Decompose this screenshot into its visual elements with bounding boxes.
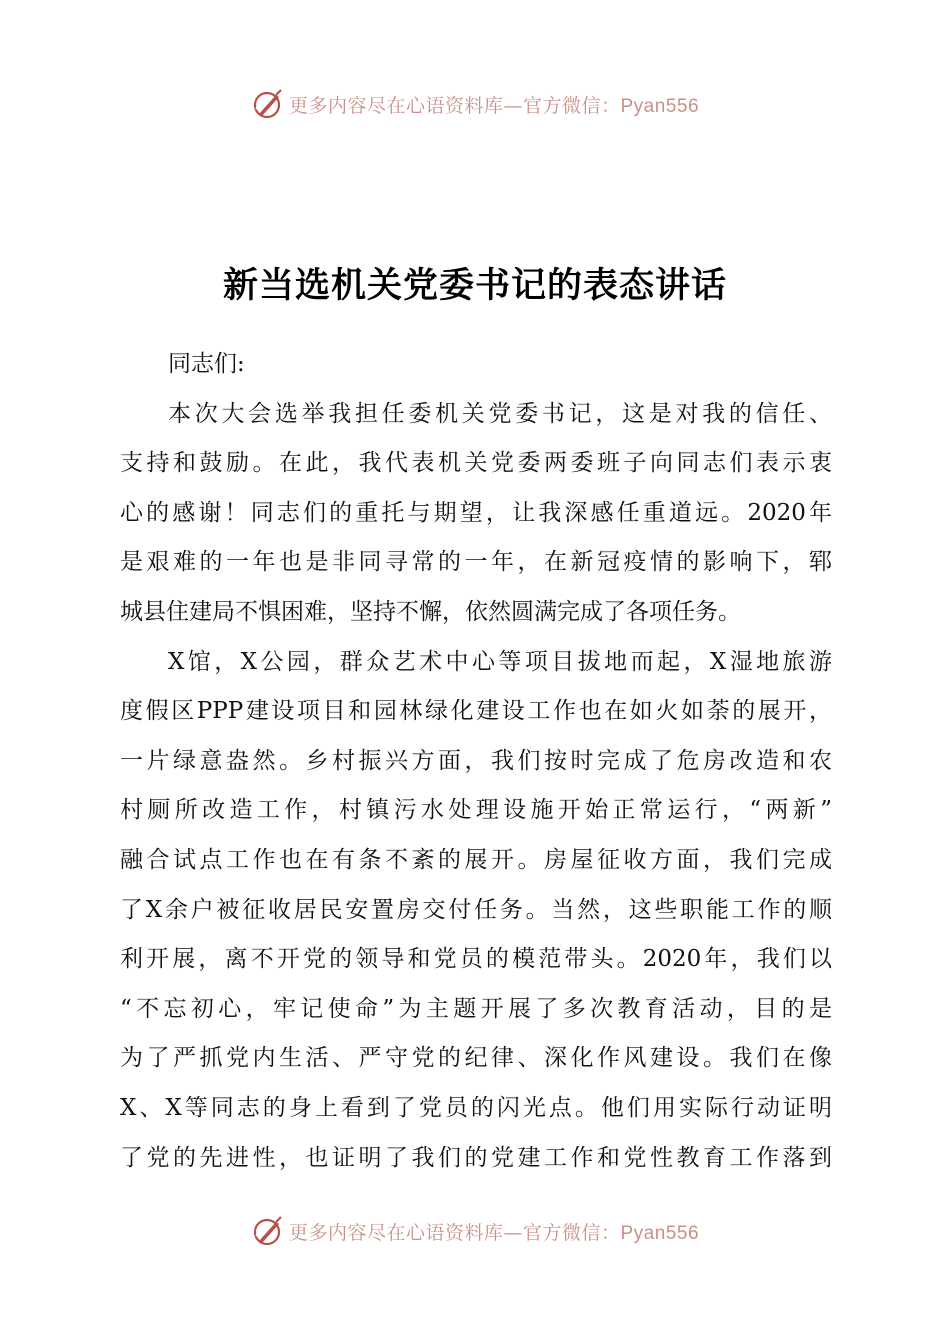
document-body (120, 340, 832, 1183)
watermark-text: 更多内容尽在心语资料库—官方微信：Pyan556 (288, 1221, 700, 1244)
text-line: 了党的先进性，也证明了我们的党建工作和党性教育工作落到 (120, 1144, 832, 1171)
text-line: 心的感谢！同志们的重托与期望，让我深感任重道远。2020年 (120, 499, 832, 526)
wechat-id: Pyan556 (620, 95, 700, 117)
header-watermark (0, 84, 950, 124)
footer-watermark (0, 1211, 950, 1251)
text-line: 村厕所改造工作，村镇污水处理设施开始正常运行，“两新” (120, 797, 832, 824)
pen-circle-logo-icon (251, 1214, 285, 1248)
text-line: “不忘初心，牢记使命”为主题开展了多次教育活动，目的是 (120, 995, 832, 1022)
text-line: 融合试点工作也在有条不紊的展开。房屋征收方面，我们完成 (120, 846, 832, 873)
watermark-text: 更多内容尽在心语资料库—官方微信：Pyan556 (288, 94, 700, 117)
text-line: 是艰难的一年也是非同寻常的一年，在新冠疫情的影响下，郓 (120, 549, 832, 576)
pen-circle-logo-icon (251, 87, 285, 121)
text-line: 城县住建局不惧困难，坚持不懈，依然圆满完成了各项任务。 (120, 598, 741, 625)
text-line: 利开展，离不开党的领导和党员的模范带头。2020年，我们以 (120, 946, 832, 973)
wechat-id: Pyan556 (620, 1222, 700, 1244)
text-line: 支持和鼓励。在此，我代表机关党委两委班子向同志们表示衷 (120, 450, 832, 477)
text-line: 为了严抓党内生活、严守党的纪律、深化作风建设。我们在像 (120, 1045, 832, 1072)
text-line: 了X余户被征收居民安置房交付任务。当然，这些职能工作的顺 (120, 896, 832, 923)
document-title: 新当选机关党委书记的表态讲话 (222, 265, 727, 306)
text-line: 一片绿意盎然。乡村振兴方面，我们按时完成了危房改造和农 (120, 747, 832, 774)
salutation: 同志们: (168, 351, 245, 377)
text-line: 度假区PPP建设项目和园林绿化建设工作也在如火如荼的展开， (120, 698, 832, 725)
text-line: X、X等同志的身上看到了党员的闪光点。他们用实际行动证明 (120, 1094, 832, 1121)
text-line: 本次大会选举我担任委机关党委书记，这是对我的信任、 (168, 400, 832, 427)
text-line: X馆，X公园，群众艺术中心等项目拔地而起，X湿地旅游 (168, 648, 832, 675)
